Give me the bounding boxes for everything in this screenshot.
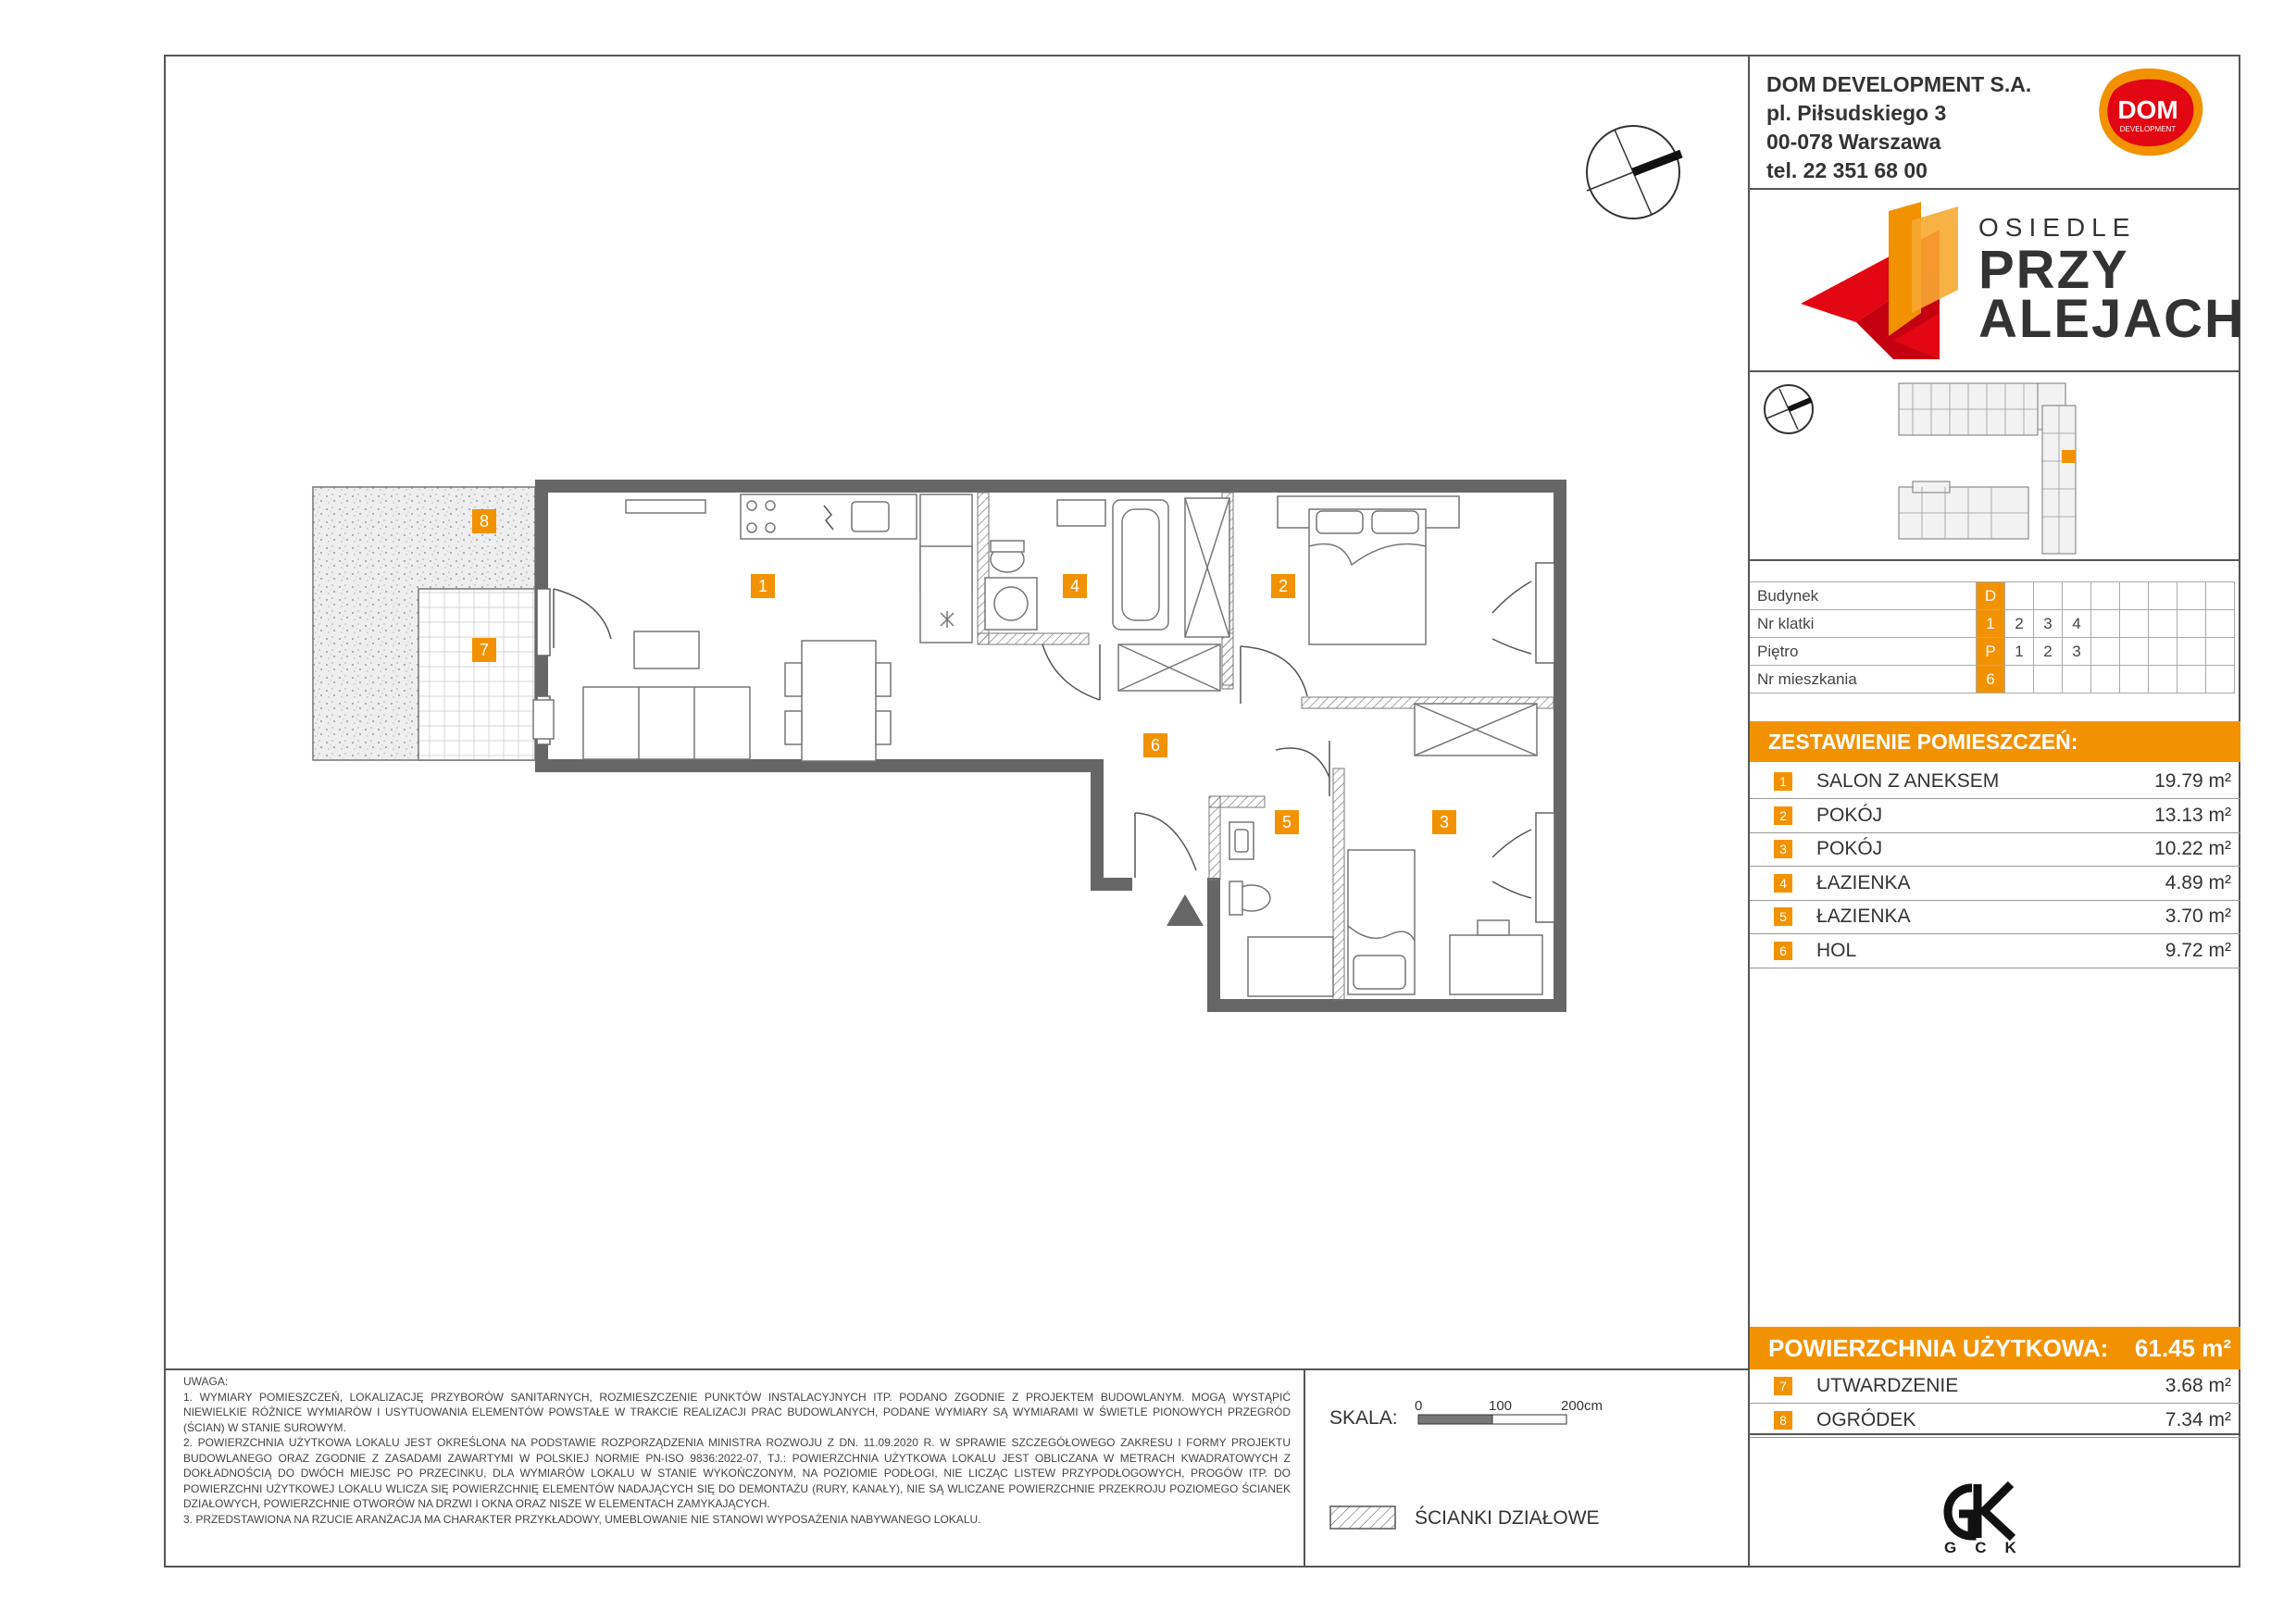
- room-label-8: 8: [472, 509, 496, 533]
- bedroom-2-furniture: [1278, 496, 1537, 756]
- location-cell: 2: [2005, 610, 2034, 638]
- scale-tick-200: 200cm: [1561, 1398, 1603, 1414]
- total-area-label: POWIERZCHNIA UŻYTKOWA:: [1768, 1334, 2109, 1362]
- rooms-name: SALON Z ANEKSEM: [1816, 770, 2000, 792]
- garden-area: [313, 487, 535, 760]
- entrance-marker: [1167, 894, 1204, 926]
- extras-name: OGRÓDEK: [1816, 1408, 1916, 1430]
- rooms-area: 3.70 m²: [2165, 906, 2231, 927]
- rooms-number: 1: [1774, 772, 1792, 791]
- dom-logo-subtext: DEVELOPMENT: [2119, 125, 2177, 133]
- note-item: 2. POWIERZCHNIA UŻYTKOWA LOKALU JEST OKREŚLONA NA PODSTAWIE ROZPORZĄDZENIA MINISTRA ROZWOJU Z DN. 11.09.2020 R. W SPRAWIE SZCZEGÓŁOWEGO ZAKRESU I FORMY PROJEKTU BUDOWLANEGO ORAZ ZGODNIE Z ZASADAMI ZAWARTYMI W POLSKIEJ NORMIE PN-ISO 9836:2022-07, TJ.: POWIERZCHNIA UŻYTKOWA LOKALU JEST OBLICZANA W METRACH KWADRATOWYCH Z DOKŁADNOŚCIĄ DO DWÓCH MIEJSC PO PRZECINKU, DLA WYMIARÓW LOKALU W STANIE WYKOŃCZONYM, NA POZIOMIE PODŁOGI, NIE LICZĄC LISTEW PRZYPODŁOGOWYCH, PROGÓW ITP. DO POWIERZCHNI UŻYTKOWEJ LOKALU WLICZA SIĘ POWIERZCHNIĘ ELEMENTÓW NADAJĄCYCH SIĘ DO DEMONTAŻU (RURY, KANAŁY), NIE SĄ WLICZANE POWIERZCHNIE PRZEKROJU POZIOMEGO ŚCIANEK DZIAŁOWYCH, POWIERZCHNIE OTWORÓW NA DRZWI I OKNA ORAZ NISZE W ELEMENTACH ZAMYKAJĄCYCH.: [183, 1436, 1291, 1510]
- bathroom-5-fixtures: [1229, 822, 1333, 996]
- rooms-number: 2: [1774, 806, 1792, 825]
- project-name-line1: OSIEDLE: [1978, 213, 2137, 242]
- company-street: pl. Piłsudskiego 3: [1766, 101, 1947, 125]
- scale-label: SKALA:: [1329, 1407, 1398, 1429]
- bedroom-3-furniture: [1348, 850, 1542, 994]
- extras-number: 7: [1774, 1377, 1792, 1395]
- rooms-area: 9.72 m²: [2165, 939, 2231, 961]
- location-cell: 3: [2063, 638, 2091, 666]
- extras-name: UTWARDZENIE: [1816, 1375, 1959, 1396]
- room-label-5: 5: [1275, 810, 1299, 834]
- room-label-1: 1: [751, 574, 775, 598]
- project-name-line2: PRZY: [1978, 240, 2129, 300]
- rooms-name: ŁAZIENKA: [1816, 871, 1911, 893]
- location-cell: 6: [1977, 666, 2005, 693]
- rooms-number: 6: [1774, 942, 1792, 960]
- note-item: 1. WYMIARY POMIESZCZEŃ, LOKALIZACJĘ PRZYBORÓW SANITARNYCH, ROZMIESZCZENIE PUNKTÓW INSTALACYJNYCH ITP. PODANO ZGODNIE Z PROJEKTEM BUDOWLANYM. MOGĄ WYSTĄPIĆ NIEWIELKIE RÓŻNICE WYMIARÓW I USYTUOWANIA ELEMENTÓW POWSTAŁE W TRAKCIE REALIZACJI PRAC BUDOWLANYCH, PODANE WYMIARY SĄ WYMIARAMI W ŚWIETLE PIONOWYCH PRZEGRÓD (ŚCIAN) W STANIE SUROWYM.: [183, 1390, 1291, 1434]
- extras-area: 3.68 m²: [2165, 1375, 2231, 1396]
- rooms-area: 13.13 m²: [2154, 804, 2231, 826]
- dom-logo-text: DOM: [2117, 95, 2178, 124]
- company-phone: tel. 22 351 68 00: [1766, 158, 1928, 182]
- location-cell: 1: [2005, 638, 2034, 666]
- partition-wall-legend-label: ŚCIANKI DZIAŁOWE: [1415, 1507, 1600, 1529]
- note-item: 3. PRZEDSTAWIONA NA RZUCIE ARANŻACJA MA CHARAKTER PRZYKŁADOWY, UMEBLOWANIE NIE STANOWI WYPOSAŻENIA NABYWANEGO LOKALU.: [183, 1512, 981, 1526]
- rooms-name: POKÓJ: [1816, 838, 1883, 859]
- location-row-label: Budynek: [1750, 582, 1977, 610]
- total-area-value: 61.45 m²: [2134, 1334, 2231, 1362]
- location-cell: 3: [2034, 610, 2063, 638]
- rooms-area: 19.79 m²: [2154, 770, 2231, 792]
- rooms-area: 4.89 m²: [2165, 871, 2231, 893]
- scale-tick-100: 100: [1489, 1398, 1513, 1414]
- location-cell: D: [1977, 582, 2005, 610]
- rooms-name: ŁAZIENKA: [1816, 906, 1911, 927]
- location-row-label: Nr klatki: [1750, 610, 1977, 638]
- company-name: DOM DEVELOPMENT S.A.: [1766, 72, 2032, 96]
- room-label-7: 7: [472, 638, 496, 662]
- rooms-number: 3: [1774, 840, 1792, 858]
- extras-number: 8: [1774, 1411, 1792, 1430]
- rooms-number: 4: [1774, 874, 1792, 893]
- kitchen: [626, 494, 972, 643]
- company-city: 00-078 Warszawa: [1766, 130, 1941, 154]
- notes-heading: UWAGA:: [183, 1375, 229, 1388]
- gck-letters: GCK: [1944, 1539, 2035, 1556]
- location-cell: P: [1977, 638, 2005, 666]
- living-furniture: [533, 631, 891, 761]
- room-label-2: 2: [1271, 574, 1295, 598]
- project-name-line3: ALEJACH: [1978, 289, 2245, 349]
- scale-tick-0: 0: [1415, 1398, 1423, 1414]
- rooms-heading: ZESTAWIENIE POMIESZCZEŃ:: [1750, 721, 2240, 762]
- location-cell: 4: [2063, 610, 2091, 638]
- location-row-label: Nr mieszkania: [1750, 666, 1977, 693]
- room-label-6: 6: [1143, 733, 1167, 757]
- rooms-area: 10.22 m²: [2154, 838, 2231, 859]
- rooms-name: POKÓJ: [1816, 804, 1883, 826]
- rooms-name: HOL: [1816, 939, 1857, 961]
- location-row-label: Piętro: [1750, 638, 1977, 666]
- location-cell: 1: [1977, 610, 2005, 638]
- room-label-4: 4: [1063, 574, 1087, 598]
- room-label-3: 3: [1432, 810, 1456, 834]
- rooms-number: 5: [1774, 907, 1792, 926]
- extras-area: 7.34 m²: [2165, 1408, 2231, 1430]
- location-cell: 2: [2034, 638, 2063, 666]
